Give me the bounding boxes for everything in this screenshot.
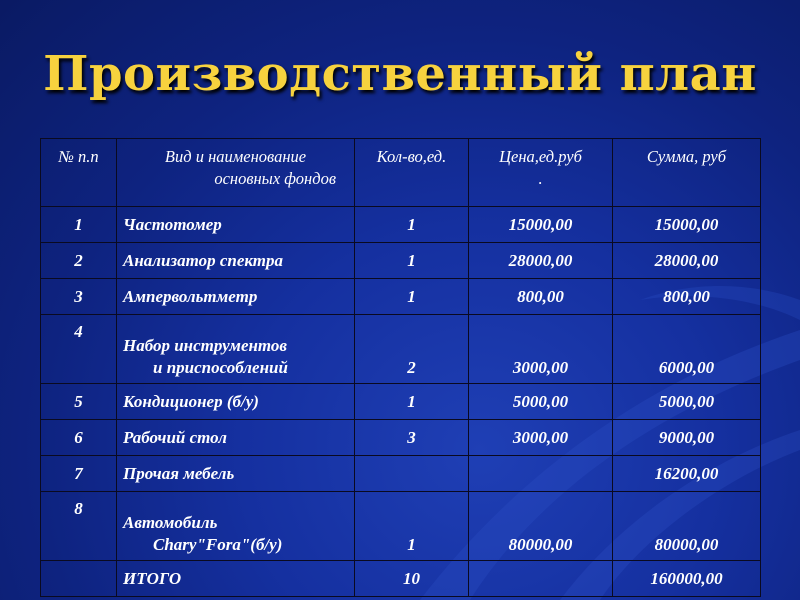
header-price-line1: Цена,ед.руб xyxy=(499,147,582,166)
cell-name-line1: Набор инструментов xyxy=(123,336,288,355)
cell-sum: 800,00 xyxy=(613,279,761,315)
cell-name-line2: и приспособлений xyxy=(153,358,288,377)
total-qty: 10 xyxy=(355,561,469,597)
cell-sum: 6000,00 xyxy=(613,315,761,384)
cell-num: 6 xyxy=(41,420,117,456)
cell-qty: 1 xyxy=(355,279,469,315)
cell-price: 5000,00 xyxy=(469,384,613,420)
cell-price: 3000,00 xyxy=(469,315,613,384)
cell-name: Ампервольтметр xyxy=(117,279,355,315)
header-price xyxy=(469,139,613,207)
header-price-line2: . xyxy=(538,169,543,188)
cell-price: 3000,00 xyxy=(469,420,613,456)
cell-num: 3 xyxy=(41,279,117,315)
header-name-line2: основных фондов xyxy=(214,169,336,188)
cell-name: Прочая мебель xyxy=(117,456,355,492)
cell-price xyxy=(469,456,613,492)
cell-qty: 3 xyxy=(355,420,469,456)
cell-sum: 15000,00 xyxy=(613,207,761,243)
cell-num: 1 xyxy=(41,207,117,243)
table-row xyxy=(41,492,761,561)
cell-num: 2 xyxy=(41,243,117,279)
table-row xyxy=(41,315,761,384)
table-row xyxy=(41,456,761,492)
table-total-row xyxy=(41,561,761,597)
cell-name xyxy=(117,315,355,384)
header-qty: Кол-во,ед. xyxy=(355,139,469,207)
cell-num: 7 xyxy=(41,456,117,492)
page-title: Производственный план xyxy=(43,46,757,102)
cell-sum: 80000,00 xyxy=(613,492,761,561)
cell-qty: 1 xyxy=(355,492,469,561)
cell-name: Частотомер xyxy=(117,207,355,243)
cell-qty xyxy=(355,456,469,492)
cell-name: Анализатор спектра xyxy=(117,243,355,279)
cell-sum: 28000,00 xyxy=(613,243,761,279)
table-row xyxy=(41,420,761,456)
total-num xyxy=(41,561,117,597)
header-sum: Сумма, руб xyxy=(613,139,761,207)
table-row xyxy=(41,243,761,279)
cell-sum: 9000,00 xyxy=(613,420,761,456)
cell-price: 15000,00 xyxy=(469,207,613,243)
production-plan-table xyxy=(40,138,761,597)
cell-qty: 2 xyxy=(355,315,469,384)
table-row xyxy=(41,384,761,420)
header-num: № п.п xyxy=(41,139,117,207)
cell-num: 4 xyxy=(41,315,117,384)
cell-name: Рабочий стол xyxy=(117,420,355,456)
cell-qty: 1 xyxy=(355,243,469,279)
cell-name-line2: Chary"Fora"(б/у) xyxy=(153,535,283,554)
total-price xyxy=(469,561,613,597)
total-label: ИТОГО xyxy=(117,561,355,597)
cell-price: 28000,00 xyxy=(469,243,613,279)
cell-qty: 1 xyxy=(355,207,469,243)
header-name xyxy=(117,139,355,207)
cell-name-line1: Автомобиль xyxy=(123,513,218,532)
table-row xyxy=(41,207,761,243)
cell-sum: 5000,00 xyxy=(613,384,761,420)
cell-price: 80000,00 xyxy=(469,492,613,561)
cell-name xyxy=(117,492,355,561)
cell-price: 800,00 xyxy=(469,279,613,315)
total-sum: 160000,00 xyxy=(613,561,761,597)
table-row xyxy=(41,279,761,315)
cell-num: 5 xyxy=(41,384,117,420)
header-name-line1: Вид и наименование xyxy=(164,147,307,166)
cell-qty: 1 xyxy=(355,384,469,420)
cell-num: 8 xyxy=(41,492,117,561)
cell-sum: 16200,00 xyxy=(613,456,761,492)
cell-name: Кондиционер (б/у) xyxy=(117,384,355,420)
table-header-row xyxy=(41,139,761,207)
